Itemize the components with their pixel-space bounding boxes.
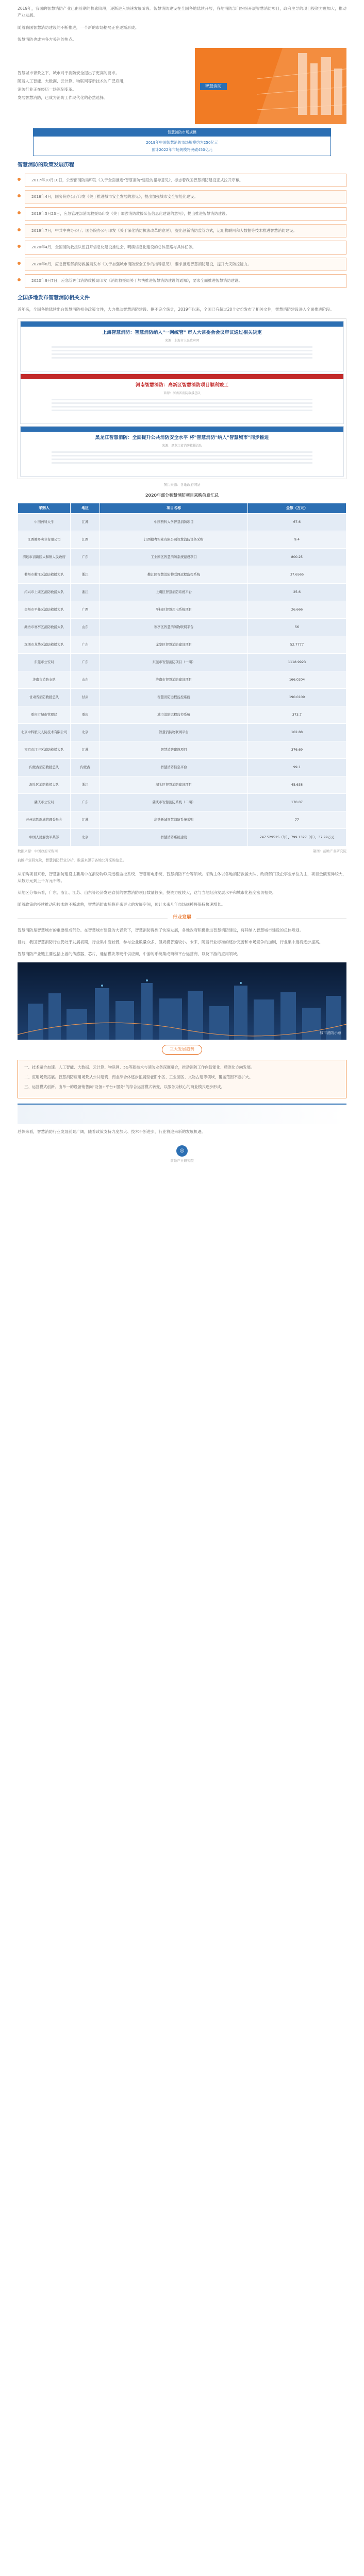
screenshot-text-lines [52,399,312,411]
table-body [18,513,346,846]
table-cell: 清远市清新区太和镇人民政府 [18,548,71,566]
table-row [18,531,346,548]
table-cell: 肇庆市智慧消防系统（二期） [100,793,248,811]
table-cell: 中国人民解放军某部 [18,828,71,846]
timeline-text: 2020年9月7日，应急管理部消防救援局印发《消防救援局关于加快推进智慧消防建设的通知》，要求全面推进智慧消防建设。 [25,274,346,288]
table-row [18,723,346,741]
screenshot-text-lines [52,451,312,464]
timeline-text: 2020年8月，应急管理部消防救援局发布《关于加强城市消防安全工作的指导意见》，要求推进智慧消防建设，提升火灾防控能力。 [25,258,346,272]
trends-banner [18,1045,346,1054]
hero-line: 随着人工智能、大数据、云计算、物联网等新技术的广泛应用， [18,78,127,83]
table-title: 2020年部分智慧消防项目采购信息汇总 [145,493,219,498]
stat-heading: 智慧消防市场规模 [34,129,330,137]
table-cell: 甘肃省消防救援总队 [18,688,71,706]
table-cell: 747.529525（年）、799.1327（年）、37.99万元 [247,828,346,846]
hero-badge: 智慧消防 [200,83,227,90]
timeline-text: 2019年7月，中共中央办公厅、国务院办公厅印发《关于深化消防执法改革的意见》，提出创新消防监管方式，运用物联网和大数据等技术推进智慧消防建设。 [25,224,346,238]
timeline-item [18,224,346,238]
analysis-paragraph-2: 从地区分布来看，广东、浙江、江苏、山东等经济发达省份的智慧消防项目数量较多，投资力度较大，这与当地经济发展水平和城市化程度密切相关。 [18,890,276,895]
city-image-caption: 城市消防示意 [320,1030,341,1035]
table-cell: 龙华区智慧消防建设项目 [100,636,248,653]
table-cell: 江西赣粤实业有限公司 [18,531,71,548]
screenshot-header-bar [21,321,343,327]
screenshot-source: 来源：上海市人民政府网 [164,338,199,343]
intro-paragraph-3: 智慧消防也成为各方关注的焦点。 [18,37,76,42]
intro-paragraph-1: 2019年，我国的智慧消防产业已由前期的探索阶段，逐渐进入快速发展阶段。智慧消防建设在全国各地陆续开展，各地消防部门纷纷开展智慧消防项目，政府主导的项目投资力度加大，推动产业发展。 [18,6,346,18]
city-night-image [18,962,346,1040]
stat-body [34,137,330,156]
table-cell: 广东 [70,793,100,811]
table-cell: 1118.9923 [247,653,346,671]
section2-paragraph-2: 目前，我国智慧消防行业仍处于发展初期，行业集中度较低，参与企业数量众多，但规模普遍较小。未来，随着行业标准的逐步完善和市场竞争的加剧，行业集中度将逐步提高。 [18,939,323,944]
screenshots-caption: 图片来源：各地政府网站 [163,482,201,487]
footer-text: 前瞻产业研究院 [170,1158,194,1163]
table-cell: 南京市江宁区消防救援大队 [18,741,71,758]
table-cell: 26.666 [247,601,346,618]
news-screenshot-shanghai [20,321,344,371]
table-cell: 江苏 [70,741,100,758]
timeline-text: 2019年5月23日，应急管理部消防救援局印发《关于加强消防救援队伍信息化建设的意见》，提出推进智慧消防建设。 [25,207,346,221]
table-cell: 内蒙古 [70,758,100,776]
timeline-item [18,190,346,204]
table-cell: 潍坊市寒亭区消防救援大队 [18,618,71,636]
table-cell: 37.6565 [247,566,346,583]
table-row [18,688,346,706]
timeline-dot-icon [18,262,21,265]
table-cell: 9.4 [247,531,346,548]
policy-title: 智慧消防的政策发展历程 [18,162,74,168]
decorative-graphic [18,1104,346,1124]
table-cell: 99.1 [247,758,346,776]
section2-paragraph-1: 智慧消防是智慧城市的重要组成部分。在智慧城市建设的大背景下，智慧消防得到了快速发展，各地政府积极推进智慧消防建设，将其纳入智慧城市建设的总体规划。 [18,927,304,933]
article-page [0,0,364,1176]
table-cell: 济南市智慧消防建设项目 [100,671,248,688]
table-cell: 166.0204 [247,671,346,688]
table-cell: 190.0109 [247,688,346,706]
trend-item: 二、应用场景拓展。智慧消防应用场景从公共建筑、商业综合体逐步拓展至老旧小区、工业园区、文物古建等领域，覆盖范围不断扩大。 [24,1074,253,1079]
timeline-item [18,174,346,188]
table-row [18,601,346,618]
hero-text [18,70,190,103]
column-header: 金额（万元） [247,503,346,514]
hero-section [18,48,346,124]
table-row [18,811,346,828]
intro-paragraph-2: 随着我国智慧消防建设的不断推进，一个新的市场格局正在逐渐形成。 [18,25,139,30]
table-row [18,583,346,601]
table-cell: 内蒙古消防救援总队 [18,758,71,776]
news-screenshot-henan [20,374,344,424]
table-cell: 上虞区智慧消防系统平台 [100,583,248,601]
table-row [18,548,346,566]
table-cell: 广东 [70,548,100,566]
table-row [18,776,346,793]
table-notes [18,849,346,854]
table-cell: 江苏 [70,513,100,531]
timeline-dot-icon [18,228,21,231]
trends-panel [18,1060,346,1098]
hero-line: 智慧城市背景之下，城市对于消防安全提出了更高的要求。 [18,70,120,75]
brand-logo-icon: ◎ [176,1145,188,1157]
screenshot-source: 来源：河南省消防救援总队 [163,391,201,395]
table-header-row [18,503,346,514]
news-screenshot-heilongjiang [20,426,344,477]
table-row [18,653,346,671]
table-cell: 67.6 [247,513,346,531]
table-cell: 贺州市平桂区消防救援大队 [18,601,71,618]
table-source-note: 数据来源：中国政府采购网 [18,849,58,853]
hero-line: 消防行业正在经历一场深刻变革。 [18,87,76,92]
national-title: 全国多地发布智慧消防相关文件 [18,295,90,301]
column-header: 地区 [70,503,100,514]
table-row [18,513,346,531]
table-cell: 智慧消防物联网平台 [100,723,248,741]
table-cell: 智慧消防信息平台 [100,758,248,776]
table-cell: 洞头区消防救援大队 [18,776,71,793]
table-row [18,636,346,653]
timeline-text: 2018年4月，国务院办公厅印发《关于推进城市安全发展的意见》，提出加强城市安全智能化建设。 [25,190,346,204]
table-cell: 北京中科航天人防技术有限公司 [18,723,71,741]
table-cell: 工业园区智慧消防系统建设项目 [100,548,248,566]
table-row [18,566,346,583]
table-cell: 甘肃 [70,688,100,706]
stat-line: 预计2022年市场规模将突破450亿元 [151,147,213,152]
timeline-dot-icon [18,211,21,214]
table-row [18,671,346,688]
table-cell: 绍兴市上虞区消防救援大队 [18,583,71,601]
table-cell: 52.7777 [247,636,346,653]
table-cell: 东莞市公安局 [18,653,71,671]
table-cell: 浙江 [70,776,100,793]
table-cell: 肇庆市公安局 [18,793,71,811]
trend-item: 一、技术融合加速。人工智能、大数据、云计算、物联网、5G等新技术与消防业务深度融合，推动消防工作向智能化、精准化方向发展。 [24,1064,255,1070]
column-header: 采购人 [18,503,71,514]
hero-line: 发展智慧消防，已成为消防工作现代化的必然选择。 [18,95,108,100]
table-cell: 56 [247,618,346,636]
table-cell: 373.7 [247,706,346,723]
table-credit-note: 制图：前瞻产业研究院 [313,849,346,853]
stat-line: 2019年中国智慧消防市场规模约为250亿元 [146,140,218,145]
table-cell: 智慧消防系统建设 [100,828,248,846]
table-row [18,793,346,811]
policy-timeline [18,174,346,288]
table-cell: 广东 [70,636,100,653]
table-cell: 山东 [70,618,100,636]
timeline-item [18,274,346,288]
table-cell: 深圳市龙华区消防救援大队 [18,636,71,653]
table-cell: 广东 [70,653,100,671]
table-cell: 浙江 [70,583,100,601]
section2-paragraph-3: 智慧消防产业链主要包括上游的传感器、芯片、通信模块等硬件供应商，中游的系统集成商和平台运营商，以及下游的应用领域。 [18,952,241,957]
table-cell: 洞头区智慧消防建设项目 [100,776,248,793]
national-paragraph: 近年来，全国各地陆续出台智慧消防相关政策文件，大力推动智慧消防建设。据不完全统计，2019年以来，全国已有超过20个省份发布了相关文件，智慧消防建设进入全面推进阶段。 [18,307,334,312]
table-cell: 中国药科大学 [18,513,71,531]
table-cell: 江西赣粤实业有限公司智慧消防设备采购 [100,531,248,548]
timeline-item [18,241,346,255]
timeline-item [18,207,346,221]
table-cell: 77 [247,811,346,828]
footer [18,1145,346,1163]
table-cell: 衢江区智慧消防物联网远程监控系统 [100,566,248,583]
analysis-source: 前瞻产业研究院，智慧消防行业分析，数据来源于各地公开采购信息。 [18,858,126,862]
table-cell: 苏州高铁新城管理委员会 [18,811,71,828]
screenshot-text-lines [52,346,312,359]
table-cell: 山东 [70,671,100,688]
analysis-paragraph-1: 从采购项目来看，智慧消防建设主要集中在消防物联网远程监控系统、智慧用电系统、智慧消防平台等领域。采购主体以各地消防救援大队、政府部门及企事业单位为主，项目金额差异较大，从数万元到上千万元不等。 [18,871,346,883]
table-cell: 高铁新城智慧消防系统采购 [100,811,248,828]
hero-image [195,48,346,124]
timeline-text: 2020年4月，全国消防救援队伍召开信息化建设推进会，明确信息化建设的总体思路与具体任务。 [25,241,346,255]
screenshot-header-bar [21,427,343,432]
table-row [18,706,346,723]
table-cell: 北京 [70,723,100,741]
table-cell: 城市消防远程监控系统 [100,706,248,723]
closing-paragraph: 总体来看，智慧消防行业发展前景广阔，随着政策支持力度加大、技术不断进步，行业将迎来新的发展机遇。 [18,1129,206,1134]
table-cell: 东莞市智慧消防项目（一期） [100,653,248,671]
table-cell: 中国药科大学智慧消防项目 [100,513,248,531]
table-row [18,828,346,846]
screenshot-header-bar [21,374,343,379]
timeline-text: 2017年10月10日，公安部消防局印发《关于全面推进"智慧消防"建设的指导意见》，标志着我国智慧消防建设正式拉开序幕。 [25,174,346,188]
table-cell: 北京 [70,828,100,846]
screenshot-title: 黑龙江智慧消防：全面提升公共消防安全水平 将"智慧消防"纳入"智慧城市"同步推进 [95,435,269,440]
table-row [18,741,346,758]
market-stat-box [33,128,331,156]
timeline-item [18,258,346,272]
table-cell: 江苏 [70,811,100,828]
news-screenshots [18,318,346,479]
timeline-dot-icon [18,278,21,281]
table-cell: 智慧消防建设项目 [100,741,248,758]
table-cell: 广西 [70,601,100,618]
column-header: 项目名称 [100,503,248,514]
section-title: 行业发展 [168,914,196,922]
screenshot-title: 上海智慧消防：智慧消防纳入"一网统管" 市人大常委会会议审议通过相关决定 [102,330,262,335]
trends-title: 三大发展趋势 [162,1045,202,1054]
table-cell: 376.69 [247,741,346,758]
table-cell: 智慧消防远程监控系统 [100,688,248,706]
table-cell: 25.6 [247,583,346,601]
table-cell: 浙江 [70,566,100,583]
screenshot-title: 河南智慧消防：高新区智慧消防项目顺利竣工 [135,382,228,388]
table-cell: 江西 [70,531,100,548]
table-row [18,758,346,776]
analysis-paragraph-3: 随着政策的持续推动和技术的不断成熟，智慧消防市场将迎来更大的发展空间，预计未来几年市场规模将保持快速增长。 [18,902,225,907]
table-cell: 平桂区智慧用电系统项目 [100,601,248,618]
timeline-dot-icon [18,178,21,181]
trend-item: 三、运营模式创新。由单一的设备销售向"设备+平台+服务"的综合运营模式转变，以服务为核心的商业模式逐步形成。 [24,1084,225,1089]
table-row [18,618,346,636]
screenshot-source: 来源：黑龙江省消防救援总队 [161,444,202,448]
table-cell: 102.88 [247,723,346,741]
city-skyline-illustration [18,962,346,1040]
timeline-dot-icon [18,194,21,197]
timeline-dot-icon [18,245,21,248]
table-cell: 济南市消防支队 [18,671,71,688]
table-cell: 重庆 [70,706,100,723]
table-cell: 重庆市城市管理局 [18,706,71,723]
table-cell: 170.07 [247,793,346,811]
table-cell: 45.638 [247,776,346,793]
table-cell: 寒亭区智慧消防物联网平台 [100,618,248,636]
section-divider [18,914,346,922]
table-cell: 800.25 [247,548,346,566]
project-table [18,503,346,846]
table-cell: 衢州市衢江区消防救援大队 [18,566,71,583]
